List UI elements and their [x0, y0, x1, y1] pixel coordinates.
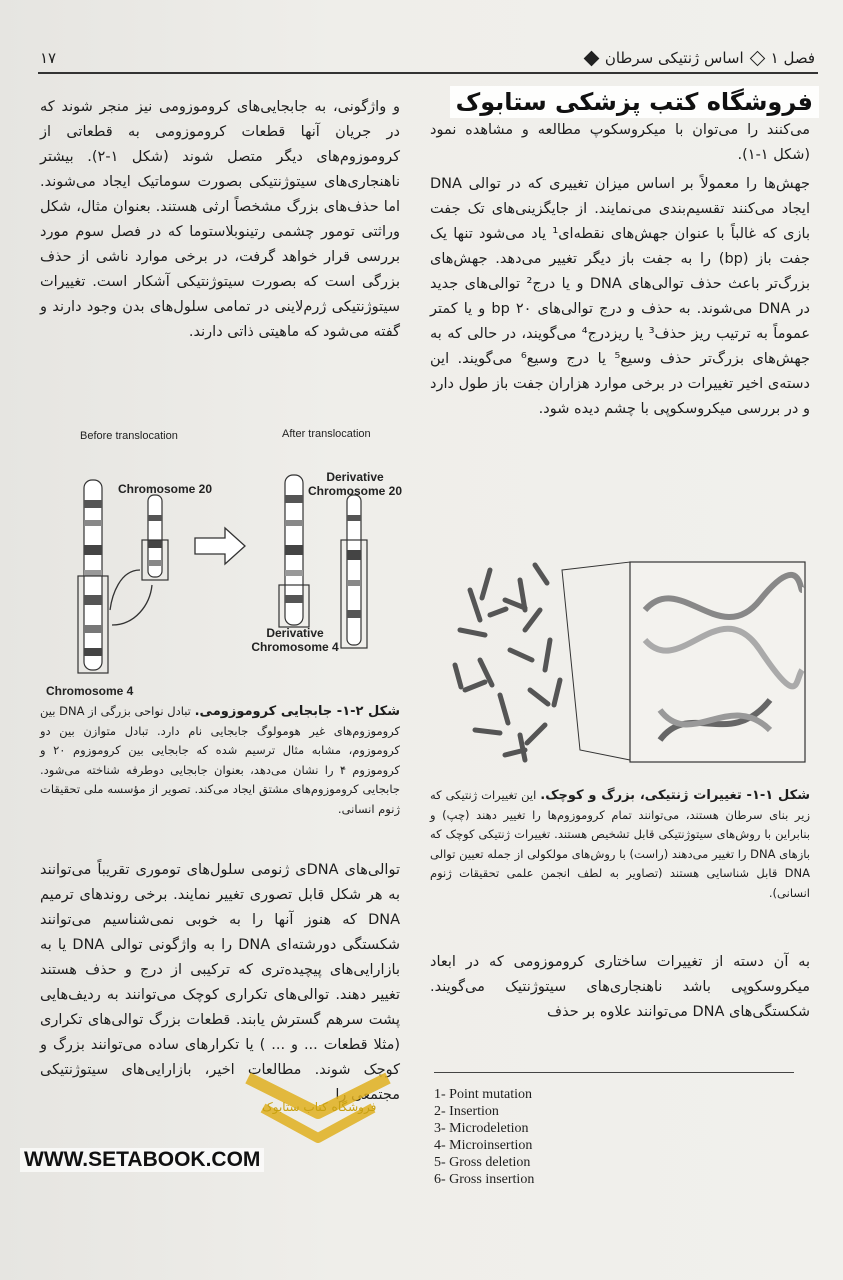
genetic-changes-figure: [430, 530, 810, 780]
page-header: [40, 45, 815, 71]
diamond-icon: [749, 50, 765, 66]
footnote-1: 1- Point mutation: [434, 1087, 532, 1102]
footnotes: [434, 1086, 814, 1188]
figure-2-caption-title: شکل ۲-۱- جابجایی کروموزومی.: [194, 704, 401, 719]
chromosome-20-label: Chromosome 20: [118, 482, 213, 496]
derivative-chromosome-20-label: Derivative Chromosome 20: [307, 470, 403, 498]
dna-panel: [630, 562, 805, 762]
header-rule: [38, 72, 818, 74]
site-url-watermark: WWW.SETABOOK.COM: [20, 1148, 264, 1172]
figure-1-caption-body: این تغییرات ژنتیکی که زیر بنای سرطان هستند، می‌توانند تمام کروموزوم‌ها را تغییر دهند (چپ) و بنابراین با روش‌های سیتوژنتیکی قابل تشخیص هستند. تغییرات ژنتیکی کوچک که بازهای DNA را تغییر می‌دهند (راست) با روش‌های مولکولی از جمله تعیین توالی DNA قابل شناسایی هستند (تصاویر به لطف انجمن علمی تحقیقات ژنوم انسانی).: [430, 788, 810, 900]
chromosome-20-before: [142, 495, 168, 580]
right-paragraph-3: به آن دسته از تغییرات ساختاری کروموزومی که در ابعاد میکروسکوپی باشد ناهنجاری‌های سیتوژنتیک می‌گویند. شکستگی‌های DNA می‌توانند علاوه بر حذف: [430, 954, 810, 1020]
zoom-lines: [562, 562, 630, 760]
footnote-2: 2- Insertion: [434, 1104, 499, 1119]
logo-caption: فروشگاه کتاب ستابوک: [262, 1100, 377, 1114]
footnote-4: 4- Microinsertion: [434, 1138, 533, 1153]
right-column-bottom: [430, 950, 810, 1029]
translocation-diagram: [40, 420, 410, 705]
footnote-5: 5- Gross deletion: [434, 1155, 531, 1170]
right-paragraph-1: می‌کنند را می‌توان با میکروسکوپ مطالعه و مشاهده نمود (شکل ۱-۱).: [430, 122, 810, 163]
footnote-rule: [434, 1072, 794, 1073]
store-watermark: فروشگاه کتب پزشکی ستابوک: [450, 86, 819, 118]
right-column: [430, 118, 810, 426]
swap-arrow-down: [112, 585, 152, 625]
derivative-chromosome-4-label: Derivative Chromosome 4: [251, 626, 339, 654]
chapter-title: اساس ژنتیکی سرطان: [604, 49, 744, 67]
figure-2-caption-body: تبادل نواحی بزرگی از DNA بین کروموزوم‌های غیر هومولوگ جابجایی نام دارد. تبادل متوازن بین دو کروموزوم، مشابه مثال ترسیم شده که جابجایی بین کروموزوم ۲۰ و کروموزوم ۴ را نشان می‌دهد، بعنوان جابجایی دوطرفه شناخته می‌شود. جابجایی کروموزوم‌های مشتق ایجاد می‌کند. تصویر از مؤسسه ملی تحقیقات ژنوم انسانی.: [40, 704, 400, 816]
translocation-arrow-icon: [195, 528, 245, 564]
chromosome-4-label: Chromosome 4: [46, 684, 134, 698]
chromosome-4-before: [78, 480, 108, 673]
after-translocation-label: After translocation: [282, 428, 371, 440]
left-column-top: [40, 95, 400, 349]
footnote-3: 3- Microdeletion: [434, 1121, 529, 1136]
footnote-6: 6- Gross insertion: [434, 1172, 535, 1187]
figure-1-caption-title: شکل ۱-۱- تغییرات ژنتیکی، بزرگ و کوچک.: [540, 788, 810, 803]
filled-diamond-icon: [584, 50, 600, 66]
left-paragraph-1: و واژگونی، به جابجایی‌های کروموزومی نیز منجر شوند که در جریان آنها قطعات کروموزومی به قطعاتی از کروموزوم‌های دیگر متصل شوند (شکل ۱-۲). بیشتر ناهنجاری‌های سیتوژنتیکی بصورت سوماتیک ایجاد می‌شوند. اما حذف‌های بزرگ مشخصاً ارثی هستند. بعنوان مثال، شکل وراثتی تومور چشمی رتینوبلاستوما که در فصل سوم مورد بررسی قرار خواهد گرفت، در برخی موارد ناشی از حذف بزرگی است که بصورت سیتوژنتیکی آشکار است. تغییرات سیتوژنتیکی ژرم‌لاینی در تمامی سلول‌های بدن وجود دارند و گفته می‌شود که ماهیتی ذاتی دارند.: [40, 99, 400, 340]
page-number: ۱۷: [40, 49, 57, 67]
karyotype-spread: [455, 565, 560, 760]
chapter-label: فصل ۱: [770, 49, 815, 67]
before-translocation-label: Before translocation: [80, 430, 178, 442]
figure-2-caption: [40, 702, 400, 819]
swap-arrow-up: [110, 570, 140, 610]
right-paragraph-2: جهش‌ها را معمولاً بر اساس میزان تغییری که در توالی DNA ایجاد می‌کنند تقسیم‌بندی می‌نمایند. از جایگزینی‌های تک جفت بازی که غالباً با عنوان جهش‌های نقطه‌ای¹ یاد می‌شود تنها یک جفت باز (bp) را به جفت باز دیگر تغییر می‌دهد. جهش‌های بزرگ‌تر باعث حذف توالی‌های DNA و یا درج² توالی‌های جدید در DNA می‌شوند. به حذف و درج توالی‌های ۲۰ bp و یا کمتر عموماً به ترتیب ریز حذف³ یا ریزدرج⁴ می‌گویند، در حالی که به جهش‌های بزرگ‌تر حذف وسیع⁵ یا درج وسیع⁶ می‌گویند. این دسته‌ی اخیر تغییرات در برخی موارد هزاران جفت باز طول دارد و در بررسی میکروسکوپی با چشم دیده شود.: [430, 176, 810, 417]
left-paragraph-2: توالی‌های DNAی ژنومی سلول‌های توموری تقریباً می‌توانند به هر شکل قابل تصوری تغییر نمایند. برخی روندهای ترمیم DNA که هنوز آنها را به خوبی نمی‌شناسیم می‌توانند شکستگی دورشته‌ای DNA را به واژگونی توالی DNA یا به بازارایی‌های پیچیده‌تری که ترکیبی از درج و حذف هستند تغییر دهند. توالی‌های تکراری کوچک می‌توانند به ردیف‌هایی پشت سرهم گسترش یابند. قطعات بزرگ توالی‌های تکراری (مثلا قطعات ... و ... ) یا تکرارهای ساده می‌توانند بزرگ و کوچک شوند. مطالعات اخیر، بازارایی‌های سیتوژنتیکی مجتمعی را: [40, 862, 400, 1103]
figure-1-caption: [430, 786, 810, 903]
